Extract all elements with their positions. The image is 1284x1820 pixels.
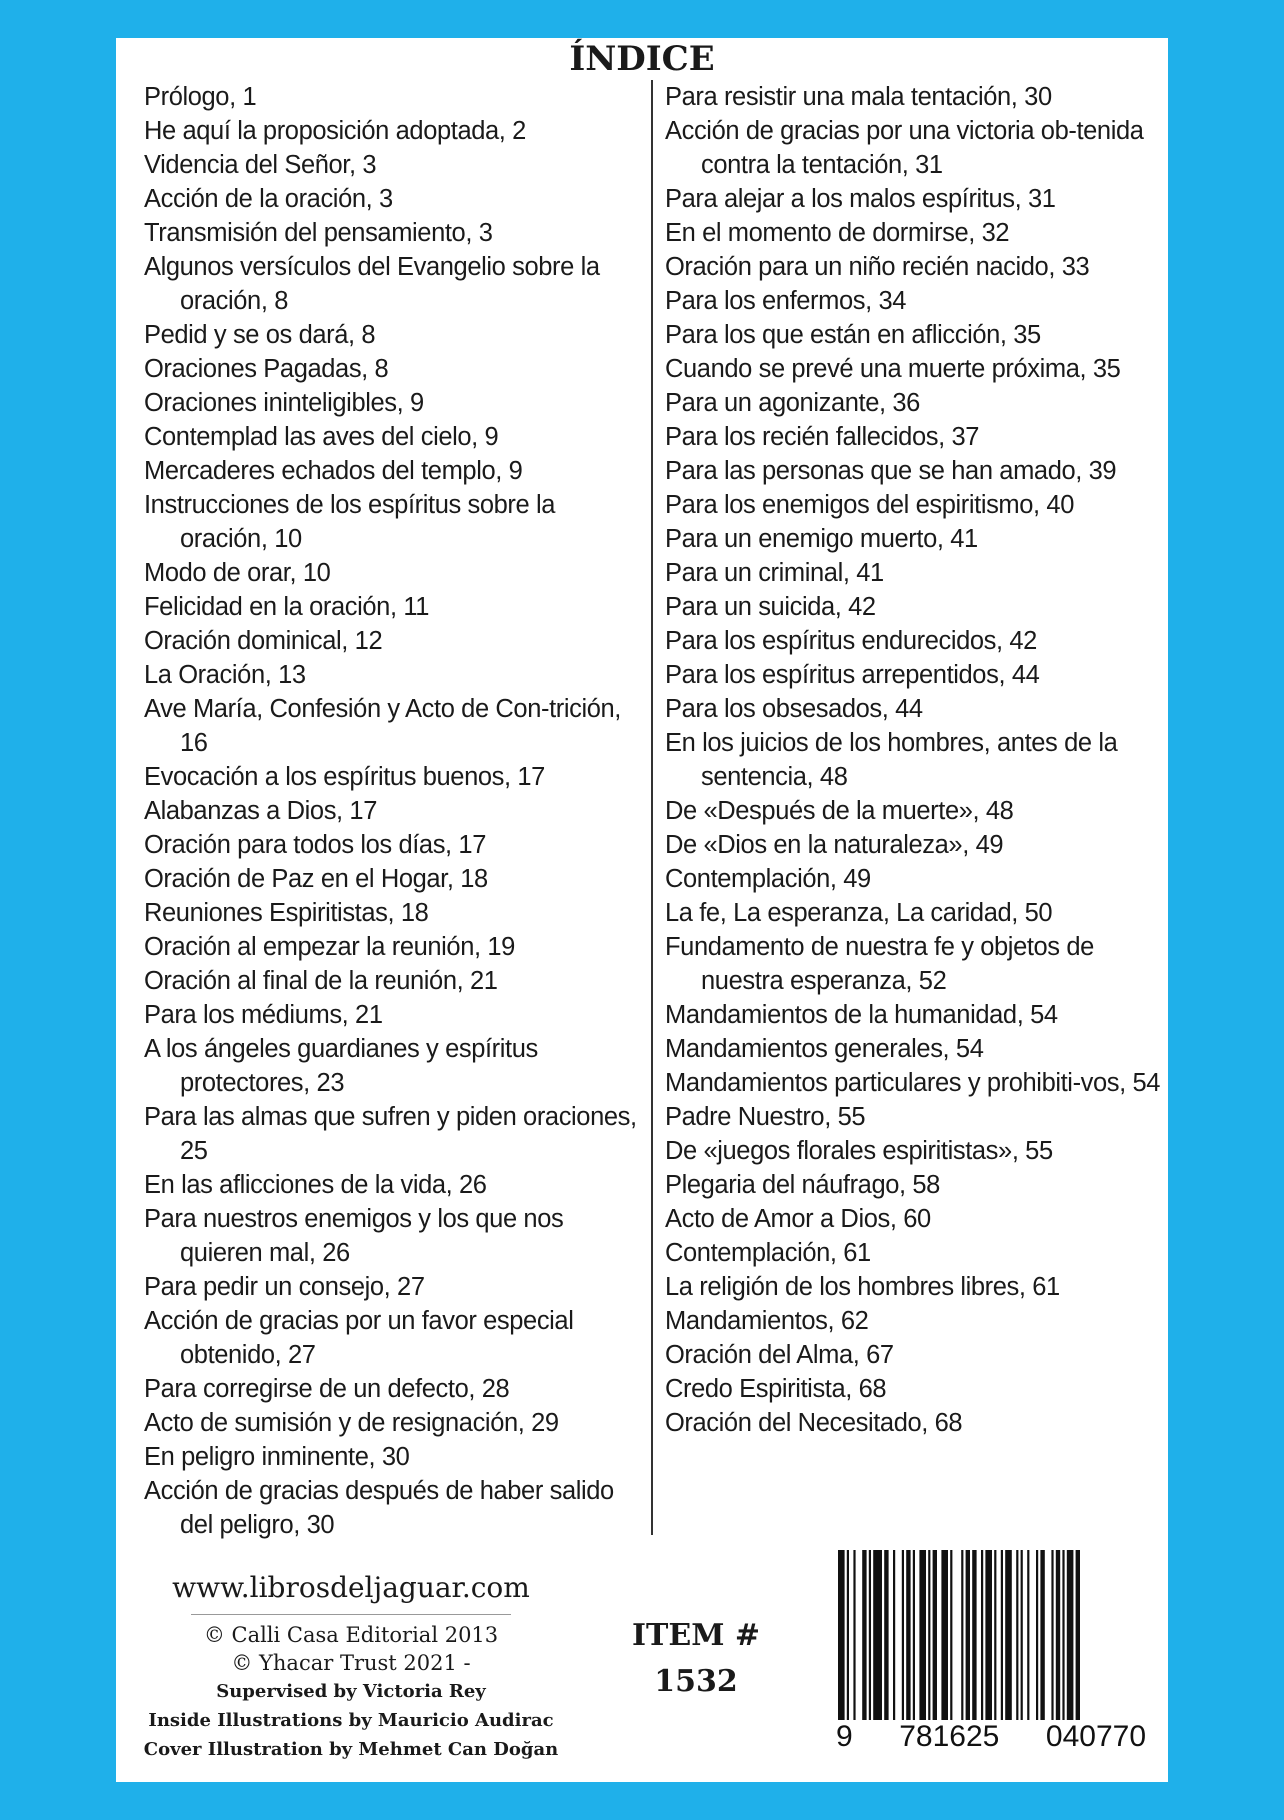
index-entry: Oración del Alma, 67 xyxy=(665,1341,894,1369)
barcode-bar xyxy=(838,1550,845,1720)
barcode-bar xyxy=(1005,1550,1012,1720)
index-entry: Acto de sumisión y de resignación, 29 xyxy=(144,1409,559,1437)
barcode-bar xyxy=(902,1550,904,1720)
barcode-bar xyxy=(862,1550,866,1720)
index-entry: Oración de Paz en el Hogar, 18 xyxy=(144,865,488,893)
index-entry: Contemplación, 61 xyxy=(665,1239,871,1267)
barcode-bar xyxy=(981,1550,983,1720)
copyright-line-2: © Yhacar Trust 2021 - xyxy=(231,1651,471,1675)
barcode-bar xyxy=(933,1550,937,1720)
index-entry: Algunos versículos del Evangelio sobre la oración, 8 xyxy=(144,253,600,315)
index-entry: Alabanzas a Dios, 17 xyxy=(144,797,377,825)
barcode-digit-group-1: 781625 xyxy=(895,1720,1003,1754)
index-entry: La religión de los hombres libres, 61 xyxy=(665,1273,1060,1301)
barcode-bar xyxy=(950,1550,952,1720)
barcode-bar xyxy=(847,1550,849,1720)
website-link[interactable]: www.librosdeljaguar.com xyxy=(172,1571,530,1604)
item-number: 1532 xyxy=(654,1664,738,1699)
index-entry: Videncia del Señor, 3 xyxy=(144,151,377,179)
barcode-bar xyxy=(1036,1550,1038,1720)
inside-illustrations-credit: Inside Illustrations by Mauricio Audirac xyxy=(148,1710,554,1731)
barcode-bar xyxy=(1067,1550,1074,1720)
index-entry: Para los enemigos del espiritismo, 40 xyxy=(665,491,1074,519)
barcode-bar xyxy=(966,1550,970,1720)
index-entry: En el momento de dormirse, 32 xyxy=(665,219,1010,247)
index-entry: Oración al empezar la reunión, 19 xyxy=(144,933,515,961)
index-entry: Para los médiums, 21 xyxy=(144,1001,383,1029)
index-entry: Para corregirse de un defecto, 28 xyxy=(144,1375,510,1403)
index-entry: Oración para un niño recién nacido, 33 xyxy=(665,253,1090,281)
index-entry: Transmisión del pensamiento, 3 xyxy=(144,219,493,247)
supervised-credit: Supervised by Victoria Rey xyxy=(216,1681,486,1702)
index-entry: Acción de gracias por una victoria ob-tenida contra la tentación, 31 xyxy=(665,117,1144,179)
index-entry: Cuando se prevé una muerte próxima, 35 xyxy=(665,355,1121,383)
index-entry: Oración del Necesitado, 68 xyxy=(665,1409,963,1437)
index-entry: Oraciones ininteligibles, 9 xyxy=(144,389,424,417)
index-entry: Para los enfermos, 34 xyxy=(665,287,907,315)
index-entry: Para las personas que se han amado, 39 xyxy=(665,457,1117,485)
index-entry: Para los obsesados, 44 xyxy=(665,695,923,723)
barcode-bar xyxy=(853,1550,855,1720)
index-entry: A los ángeles guardianes y espíritus protectores, 23 xyxy=(144,1035,538,1097)
barcode-bar xyxy=(1001,1550,1003,1720)
barcode-bar xyxy=(906,1550,910,1720)
index-entry: Para un suicida, 42 xyxy=(665,593,876,621)
index-entry: En los juicios de los hombres, antes de la sentencia, 48 xyxy=(665,729,1118,791)
index-entry: De «juegos florales espiritistas», 55 xyxy=(665,1137,1053,1165)
index-entry: Oración al final de la reunión, 21 xyxy=(144,967,498,995)
index-entry: Evocación a los espíritus buenos, 17 xyxy=(144,763,545,791)
barcode-bar xyxy=(1076,1550,1080,1720)
index-entry: Acción de la oración, 3 xyxy=(144,185,393,213)
barcode-bar xyxy=(869,1550,871,1720)
cover-illustration-credit: Cover Illustration by Mehmet Can Doğan xyxy=(143,1739,559,1760)
footer-divider xyxy=(191,1614,511,1615)
barcode-bar xyxy=(994,1550,996,1720)
index-entry: Oraciones Pagadas, 8 xyxy=(144,355,389,383)
barcode-bar xyxy=(873,1550,882,1720)
barcode-bar xyxy=(985,1550,992,1720)
barcode-bar xyxy=(1021,1550,1023,1720)
index-entry: Para resistir una mala tentación, 30 xyxy=(665,83,1052,111)
barcode-bars xyxy=(832,1550,1150,1720)
barcode-bar xyxy=(961,1550,963,1720)
index-entry: Prólogo, 1 xyxy=(144,83,257,111)
index-entry: En peligro inminente, 30 xyxy=(144,1443,410,1471)
barcode-bar xyxy=(972,1550,976,1720)
barcode-bar xyxy=(1040,1550,1044,1720)
barcode-digits xyxy=(832,1720,1150,1754)
barcode-bar xyxy=(893,1550,895,1720)
index-entry: Para un criminal, 41 xyxy=(665,559,884,587)
index-entry: Para un agonizante, 36 xyxy=(665,389,920,417)
barcode-bar xyxy=(941,1550,948,1720)
index-entry: La Oración, 13 xyxy=(144,661,306,689)
index-entry: Mandamientos generales, 54 xyxy=(665,1035,984,1063)
barcode-bar xyxy=(913,1550,915,1720)
index-entry: De «Dios en la naturaleza», 49 xyxy=(665,831,1004,859)
index-entry: Instrucciones de los espíritus sobre la oración, 10 xyxy=(144,491,556,553)
barcode-digit-prefix: 9 xyxy=(832,1720,857,1754)
back-cover-card xyxy=(116,38,1168,1782)
index-entry: Ave María, Confesión y Acto de Con-trición, 16 xyxy=(144,695,621,757)
index-title: ÍNDICE xyxy=(569,39,715,79)
index-entry: Mandamientos, 62 xyxy=(665,1307,869,1335)
index-entry: Para nuestros enemigos y los que nos quieren mal, 26 xyxy=(144,1205,564,1267)
index-entry: Para las almas que sufren y piden oraciones, 25 xyxy=(144,1103,637,1165)
barcode-bar xyxy=(1016,1550,1018,1720)
index-entry: Credo Espiritista, 68 xyxy=(665,1375,887,1403)
index-entry: Plegaria del náufrago, 58 xyxy=(665,1171,940,1199)
index-entry: Acto de Amor a Dios, 60 xyxy=(665,1205,931,1233)
index-entry: Mandamientos de la humanidad, 54 xyxy=(665,1001,1058,1029)
index-entry: Oración dominical, 12 xyxy=(144,627,383,655)
index-entry: Para los que están en aflicción, 35 xyxy=(665,321,1041,349)
index-entry: Mercaderes echados del templo, 9 xyxy=(144,457,523,485)
index-entry: Mandamientos particulares y prohibiti-vos, 54 xyxy=(665,1069,1161,1097)
index-entry: Para alejar a los malos espíritus, 31 xyxy=(665,185,1056,213)
index-entry: Contemplación, 49 xyxy=(665,865,871,893)
index-entry: Pedid y se os dará, 8 xyxy=(144,321,376,349)
index-column-right xyxy=(651,80,1180,1535)
barcode-bar xyxy=(1051,1550,1053,1720)
barcode-bar xyxy=(1062,1550,1064,1720)
barcode-bar xyxy=(919,1550,926,1720)
barcode-bar xyxy=(1027,1550,1029,1720)
copyright-line-1: © Calli Casa Editorial 2013 xyxy=(203,1623,499,1647)
index-entry: Para un enemigo muerto, 41 xyxy=(665,525,978,553)
barcode-digit-group-2: 040770 xyxy=(1042,1720,1150,1754)
index-entry: La fe, La esperanza, La caridad, 50 xyxy=(665,899,1053,927)
index-entry: Reuniones Espiritistas, 18 xyxy=(144,899,429,927)
index-entry: Felicidad en la oración, 11 xyxy=(144,593,429,621)
isbn-barcode xyxy=(832,1550,1150,1753)
index-entry: Padre Nuestro, 55 xyxy=(665,1103,866,1131)
item-number-block xyxy=(596,1613,796,1705)
index-entry: En las aflicciones de la vida, 26 xyxy=(144,1171,487,1199)
index-entry: Contemplad las aves del cielo, 9 xyxy=(144,423,499,451)
index-column-left xyxy=(144,80,644,1542)
index-entry: Para pedir un consejo, 27 xyxy=(144,1273,425,1301)
index-entry: Fundamento de nuestra fe y objetos de nuestra esperanza, 52 xyxy=(665,933,1094,995)
index-entry: He aquí la proposición adoptada, 2 xyxy=(144,117,526,145)
index-entry: Para los recién fallecidos, 37 xyxy=(665,423,980,451)
index-entry: Para los espíritus arrepentidos, 44 xyxy=(665,661,1040,689)
publisher-footer xyxy=(116,1568,586,1764)
item-label: ITEM # xyxy=(631,1618,760,1653)
index-entry: Acción de gracias por un favor especial obtenido, 27 xyxy=(144,1307,574,1369)
index-entry: Acción de gracias después de haber salido del peligro, 30 xyxy=(144,1477,614,1539)
index-entry: Oración para todos los días, 17 xyxy=(144,831,486,859)
barcode-bar xyxy=(884,1550,888,1720)
index-entry: De «Después de la muerte», 48 xyxy=(665,797,1014,825)
barcode-bar xyxy=(928,1550,930,1720)
index-entry: Modo de orar, 10 xyxy=(144,559,331,587)
index-entry: Para los espíritus endurecidos, 42 xyxy=(665,627,1037,655)
barcode-bar xyxy=(1056,1550,1060,1720)
